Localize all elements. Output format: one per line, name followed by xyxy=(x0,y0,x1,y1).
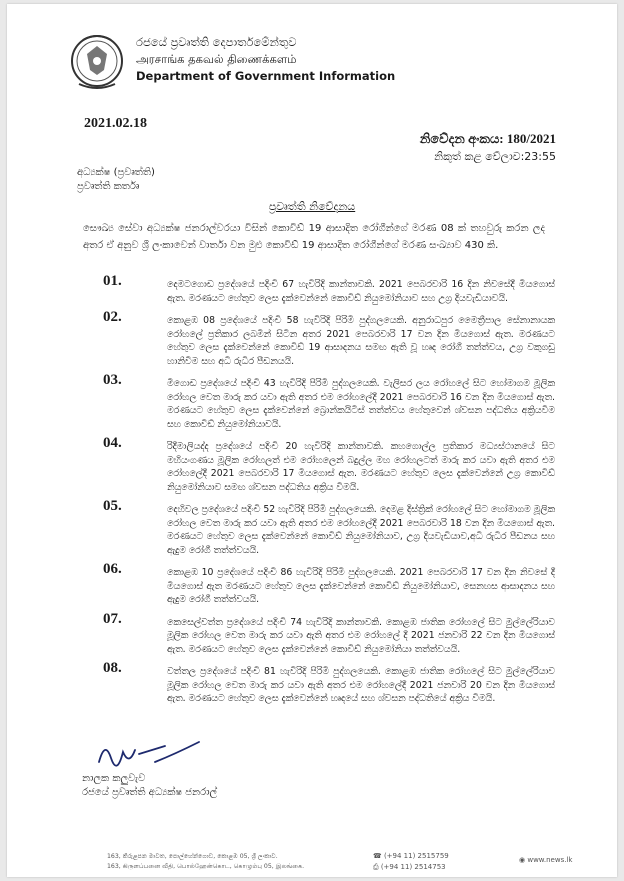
item-text: කොළඹ 08 ප්‍රදේශයේ පදිංචි 58 හැවිරිදි පිරිමි පුද්ගලයෙකි. අනුරාධපුර මෛත්‍රීපාල සේනානායක රෝහලේ ප්‍රතිකාර ලබමින් සිටින අතර 2021 පෙබරවාරි 17 වන දින මියගොස් ඇත. මරණයට හේතුව ලෙස දැක්වෙන්නේ කොවිඩ් 19 ආසාදනය සමඟ ඇති වූ හෘද රෝගී තත්ත්වය, උග්‍ර වකුගඩු හානිවීම සහ අධි රුධිර පීඩනයයි. xyxy=(167,315,555,367)
item-text: කෙසෙල්වත්ත ප්‍රදේශයේ පදිංචි 74 හැවිරිදි කාන්තාවකි. කොළඹ ජාතික රෝහලේ සිට මුල්ලේරියාව මූලික රෝහල වෙත මාරු කර යවා ඇති අතර එම රෝහලේ දී 2021 ජනවාරි 22 වන දින මියගොස් ඇත. මරණයට හේතුව ලෙස දැක්වෙන්නේ කොවිඩ් නියුමෝනියා තත්ත්වයයි. xyxy=(167,616,555,655)
list-item xyxy=(83,498,555,557)
signatory-name: නාලක කලුවැව xyxy=(82,773,146,784)
signatory-title: රජයේ ප්‍රවෘත්ති අධ්‍යක්ෂ ජනරාල් xyxy=(82,787,218,798)
death-list xyxy=(83,273,555,706)
list-item xyxy=(83,309,555,368)
website-url: www.news.lk xyxy=(527,856,573,864)
list-item xyxy=(83,660,555,706)
item-number: 06. xyxy=(103,561,122,577)
item-text: මීගොඩ ප්‍රදේශයේ පදිංචි 43 හැවිරිදි පිරිමි පුද්ගලයෙකි. වැලිසර ලය රෝහලේ සිට හෝමාගම මූලික රෝහල වෙත මාරු කර යවා ඇති අතර එම රෝහලේදී 2021 පෙබරවාරි 16 වන දින මියගොස් ඇත. මරණයට හේතුව ලෙස දැක්වෙන්නේ බ්‍රොන්කයිටිස් තත්ත්වය හේතුවෙන් ශ්වසන පද්ධතිය අක්‍රියවීම සහ කොවිඩ් නියුමෝනියාවයි. xyxy=(167,378,555,430)
release-date: 2021.02.18 xyxy=(84,116,147,131)
footer-website xyxy=(519,856,572,864)
item-text: කොළඹ 10 ප්‍රදේශයේ පදිංචි 86 හැවිරිදි පිරිමි පුද්ගලයෙකි. 2021 පෙබරවාරි 17 වන දින නිවසේ දී මියගොස් ඇත මරණයට හේතුව ලෙස දැක්වෙන්නේ කොවිඩ් නියුමෝනියාව, සෙනහස ආසාදනය සහ ඇදුම රෝගී තත්ත්වයයි. xyxy=(167,567,555,605)
intro-paragraph: සෞඛ්‍ය සේවා අධ්‍යක්ෂ ජනරාල්වරයා විසින් කොවිඩ් 19 ආසාදිත රෝගීන්ගේ මරණ 08 ක් තහවුරු කරන ලද අතර ඒ අනුව ශ්‍රී ලංකාවෙන් වාර්තා වන මුළු කොවිඩ් 19 ආසාදිත රෝගීන්ගේ මරණ සංඛ්‍යාව 430 කි. xyxy=(83,223,545,251)
department-name-sinhala: රජයේ ප්‍රවෘත්ති දෙපාර්තමේන්තුව xyxy=(136,35,297,49)
document-page xyxy=(7,4,617,877)
item-text: රිදීමාලියද්ද ප්‍රදේශයේ පදිංචි 20 හැවිරිදි කාන්තාවකි. කහගොල්ල ප්‍රතිකාර මධ්‍යස්ථානයේ සිට මහියංගණය මූලික රෝහලත් එම රෝහලෙන් බදුල්ල මහ රෝහලටත් මාරු කර යවා ඇති අතර එම රෝහලේදී 2021 පෙබරවාරි 17 මියගොස් ඇත. මරණයට හේතුව ලෙස දැක්වෙන්නේ උග්‍ර කොවිඩ් නියුමෝනියාව සමඟ ශ්වසන පද්ධතිය අක්‍රිය වීමයි. xyxy=(167,441,555,493)
fax-number: (+94 11) 2514753 xyxy=(380,863,446,871)
document-title: ප්‍රවෘත්ති නිවේදනය xyxy=(268,200,356,213)
item-text: දෙමටගොඩ ප්‍රදේශයේ පදිංචි 67 හැවිරිදි කාන්තාවකි. 2021 පෙබරවාරි 16 දින නිවසේදී මියගොස් ඇත. මරණයට හේතුව ලෙස දැක්වෙන්නේ කොවිඩ් නියුමෝනියාව සහ උග්‍ර දියවැඩියාවයි. xyxy=(167,279,555,304)
release-meta xyxy=(420,130,556,166)
release-number: නිවේදන අංකය: 180/2021 xyxy=(419,131,556,146)
letterhead xyxy=(136,34,436,85)
list-item xyxy=(83,435,555,494)
national-emblem-icon xyxy=(69,30,125,92)
list-item xyxy=(83,610,555,657)
list-item xyxy=(83,273,555,305)
phone-number: (+94 11) 2515759 xyxy=(383,852,449,860)
list-item xyxy=(83,372,555,431)
item-text: දෙහිවල ප්‍රදේශයේ පදිංචි 52 හැවිරිදි පිරිමි පුද්ගලයෙකි. දෙමළ දිස්ත්‍රික් රෝහලේ සිට හෝමාගම මූලික රෝහල වෙත මාරු කර යවා ඇති අතර එම රෝහලේදී 2021 පෙබරවාරි 18 වන දින මියගොස් ඇත. මරණයට හේතුව ලෙස දැක්වෙන්නේ කොවිඩ් නියුමෝනියාව, උග්‍ර දියවැඩියාව,අධි රුධිර පීඩනය සහ ඇදුම රෝගී තත්ත්වයයි. xyxy=(167,504,555,556)
address-sinhala: 163, කිරුළපන මාවත, පොල්හේන්ගොඩ, කොළඹ 05, ශ්‍රී ලංකාව. xyxy=(107,853,278,860)
list-item xyxy=(83,561,555,607)
address-tamil: 163, கிருளப்பனை வீதி, பொல்ஹேன்கொட, கொழும்பு 05, இலங்கை. xyxy=(107,863,305,870)
item-text: වත්තල ප්‍රදේශයේ පදිංචි 81 හැවිරිදි පිරිමි පුද්ගලයෙකි. කොළඹ ජාතික රෝහලේ සිට මුල්ලේරියාව මූලික රෝහල වෙත මාරු කර යවා ඇති අතර එම රෝහලේදී 2021 ජනවාරි 20 වන දින මියගොස් ඇත. මරණයට හේතුව ලෙස දැක්වෙන්නේ හෘදයේ සහ ශ්වසන පද්ධතියේ අක්‍රිය වීමයි. xyxy=(167,666,555,704)
item-number: 04. xyxy=(103,435,122,451)
fax-icon: ⎙ xyxy=(373,863,381,871)
department-name-tamil: அரசாங்க தகவல் திணைக்களம் xyxy=(136,52,297,66)
item-number: 01. xyxy=(103,273,122,289)
recipient-line: අධ්‍යක්ෂ (ප්‍රවෘත්ති) xyxy=(77,167,155,178)
item-number: 03. xyxy=(103,372,122,388)
item-number: 02. xyxy=(103,309,122,325)
item-number: 05. xyxy=(103,498,122,514)
footer-contact xyxy=(373,851,449,873)
globe-icon: ◉ xyxy=(519,856,528,864)
phone-icon: ☎ xyxy=(373,852,384,860)
item-number: 08. xyxy=(103,660,122,676)
item-number: 07. xyxy=(103,610,122,627)
signature xyxy=(95,732,205,772)
recipient-line: ප්‍රවෘත්ති කර්තෘ xyxy=(77,181,140,192)
department-name-english: Department of Government Information xyxy=(136,69,396,83)
signatory xyxy=(82,772,217,800)
release-time: නිකුත් කළ වේලාව:23:55 xyxy=(434,150,556,163)
recipients xyxy=(77,166,155,194)
footer-address xyxy=(107,852,304,872)
